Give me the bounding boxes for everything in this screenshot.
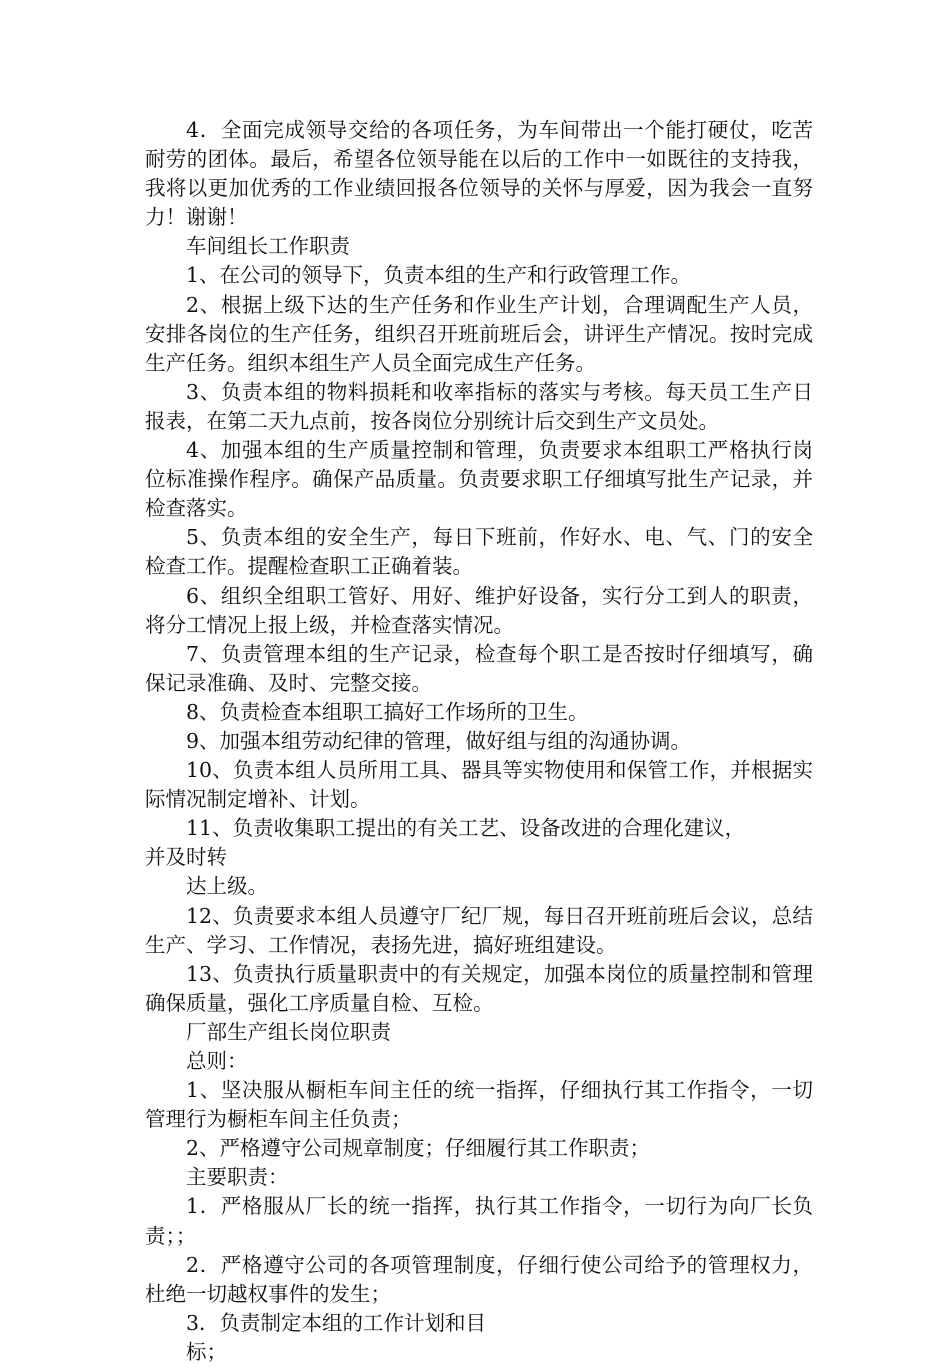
- duty-item-6: 6、组织全组职工管好、用好、维护好设备，实行分工到人的职责，将分工情况上报上级，并检查落实情况。: [145, 583, 813, 637]
- duty-item-1: 1、在公司的领导下，负责本组的生产和行政管理工作。: [186, 263, 692, 288]
- main-duty-1: 1．严格服从厂长的统一指挥，执行其工作指令，一切行为向厂长负责；；: [145, 1194, 813, 1248]
- duty-item-11-end: 达上级。: [186, 874, 268, 899]
- duty-item-3: 3、负责本组的物料损耗和收率指标的落实与考核。每天员工生产日报表，在第二天九点前，按各岗位分别统计后交到生产文员处。: [145, 379, 813, 433]
- main-duty-2: 2．严格遵守公司的各项管理制度，仔细行使公司给予的管理权力，杜绝一切越权事件的发生；: [145, 1252, 813, 1306]
- section-heading-factory-team-leader: 厂部生产组长岗位职责: [186, 1019, 391, 1044]
- duty-item-5: 5、负责本组的安全生产，每日下班前，作好水、电、气、门的安全检查工作。提醒检查职工正确着装。: [145, 525, 813, 579]
- duty-item-10: 10、负责本组人员所用工具、器具等实物使用和保管工作，并根据实际情况制定增补、计划。: [145, 758, 813, 812]
- duty-item-8: 8、负责检查本组职工搞好工作场所的卫生。: [186, 699, 589, 724]
- general-rule-1: 1、坚决服从橱柜车间主任的统一指挥，仔细执行其工作指令，一切管理行为橱柜车间主任负责；: [145, 1078, 813, 1132]
- duty-item-7: 7、负责管理本组的生产记录，检查每个职工是否按时仔细填写，确保记录准确、及时、完整交接。: [145, 641, 813, 695]
- section-heading-workshop-team-leader: 车间组长工作职责: [186, 234, 350, 259]
- duty-item-11-continued: 并及时转: [145, 845, 227, 870]
- duty-item-9: 9、加强本组劳动纪律的管理，做好组与组的沟通协调。: [186, 728, 692, 753]
- duty-item-12: 12、负责要求本组人员遵守厂纪厂规，每日召开班前班后会议，总结生产、学习、工作情况，表扬先进，搞好班组建设。: [145, 903, 813, 957]
- duty-item-11: 11、负责收集职工提出的有关工艺、设备改进的合理化建议，: [186, 816, 746, 841]
- general-rules-heading: 总则：: [186, 1049, 248, 1073]
- duty-item-4: 4、加强本组的生产质量控制和管理，负责要求本组职工严格执行岗位标准操作程序。确保产品质量。负责要求职工仔细填写批生产记录，并检查落实。: [145, 438, 813, 521]
- document-page: [145, 116, 813, 1367]
- main-duty-3-end: 标；: [186, 1339, 227, 1364]
- duty-item-2: 2、根据上级下达的生产任务和作业生产计划，合理调配生产人员，安排各岗位的生产任务，组织召开班前班后会，讲评生产情况。按时完成生产任务。组织本组生产人员全面完成生产任务。: [145, 292, 813, 375]
- main-duty-3: 3．负责制定本组的工作计划和目: [186, 1310, 487, 1335]
- main-duties-heading: 主要职责：: [186, 1165, 289, 1190]
- paragraph-closing-remarks: 4．全面完成领导交给的各项任务，为车间带出一个能打硬仗，吃苦耐劳的团体。最后，希望各位领导能在以后的工作中一如既往的支持我，我将以更加优秀的工作业绩回报各位领导的关怀与厚爱，因为我会一直努力！谢谢！: [145, 118, 813, 230]
- duty-item-13: 13、负责执行质量职责中的有关规定，加强本岗位的质量控制和管理确保质量，强化工序质量自检、互检。: [145, 961, 813, 1015]
- general-rule-2: 2、严格遵守公司规章制度；仔细履行其工作职责；: [186, 1136, 651, 1161]
